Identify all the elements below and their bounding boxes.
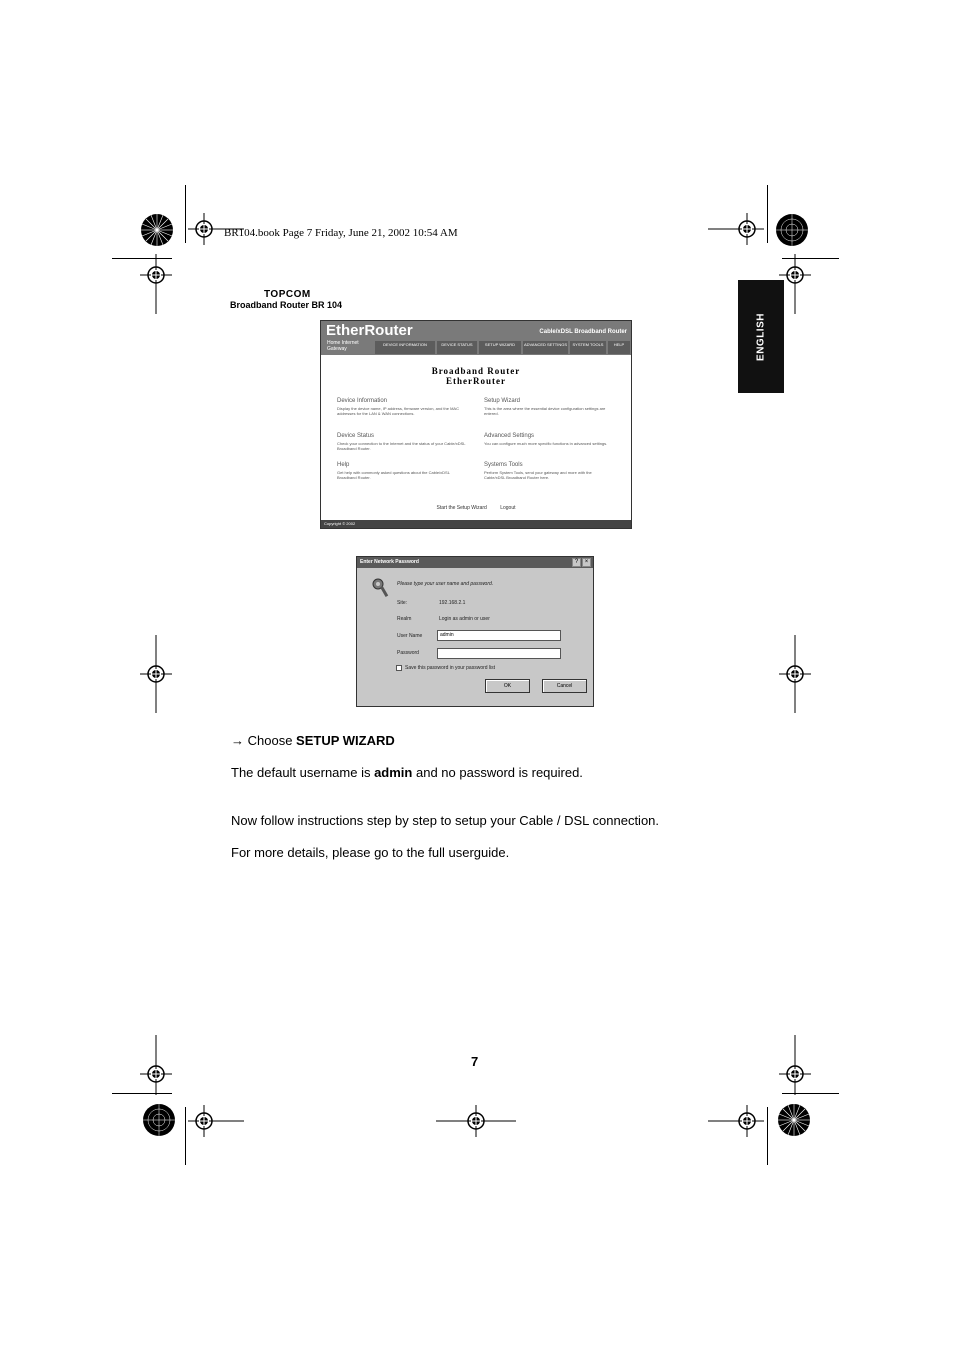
save-password-checkbox[interactable]	[396, 665, 402, 671]
registration-mark-icon	[140, 1035, 172, 1095]
follow-instructions: Now follow instructions step by step to setup your Cable / DSL connection.	[231, 813, 660, 828]
realm-value: Login as admin or user	[439, 616, 490, 622]
choose-prefix: Choose	[244, 733, 297, 748]
section-setup-wizard[interactable]	[484, 398, 614, 416]
page-number: 7	[471, 1054, 479, 1069]
more-details: For more details, please go to the full userguide.	[231, 845, 510, 860]
registration-mark-icon	[140, 635, 172, 713]
nav-help[interactable]: HELP	[608, 341, 630, 354]
router-title-line2: EtherRouter	[446, 376, 506, 386]
site-label: Site:	[397, 600, 408, 606]
default-prefix: The default username is	[231, 765, 375, 780]
default-suffix: and no password is required.	[412, 765, 583, 780]
nav-device-information[interactable]: DEVICE INFORMATION	[375, 341, 435, 354]
section-heading: Help	[337, 462, 350, 468]
username-input[interactable]: admin	[437, 630, 561, 641]
router-title-line1: Broadband Router	[431, 366, 521, 376]
router-web-screenshot	[320, 320, 632, 529]
choose-bold: SETUP WIZARD	[296, 733, 395, 748]
language-tab	[738, 280, 784, 393]
section-heading: Advanced Settings	[484, 433, 535, 439]
registration-mark-icon	[708, 213, 764, 245]
section-help[interactable]	[337, 462, 467, 480]
choose-instruction	[231, 733, 395, 748]
registration-mark-icon	[779, 1035, 811, 1095]
key-icon	[371, 577, 391, 599]
section-device-information[interactable]	[337, 398, 467, 416]
start-setup-wizard-link[interactable]: Start the Setup Wizard	[436, 505, 487, 511]
logout-link[interactable]: Logout	[500, 505, 516, 511]
default-username-note	[231, 765, 583, 780]
dialog-title: Enter Network Password	[357, 557, 593, 568]
site-value: 192.168.2.1	[439, 600, 466, 606]
nav-device-status[interactable]: DEVICE STATUS	[437, 341, 477, 354]
section-text: Get help with commonly asked questions about the Cable/xDSL Broadband Router.	[337, 470, 450, 480]
password-dialog-screenshot	[356, 556, 594, 707]
starburst-target-icon	[142, 1103, 176, 1137]
nav-setup-wizard[interactable]: SETUP WIZARD	[479, 341, 521, 354]
section-systems-tools[interactable]	[484, 462, 614, 480]
section-heading: Device Information	[337, 398, 388, 404]
cancel-button[interactable]: Cancel	[542, 679, 587, 693]
section-heading: Systems Tools	[484, 462, 523, 468]
dialog-prompt: Please type your user name and password.	[397, 581, 494, 587]
registration-mark-icon	[779, 635, 811, 713]
default-username: admin	[374, 765, 413, 780]
section-heading: Device Status	[337, 433, 375, 439]
file-info-line: BR104.book Page 7 Friday, June 21, 2002 10:54 AM	[224, 227, 458, 239]
section-text: This is the area where the essential device configuration settings are entered.	[484, 406, 606, 416]
nav-system-tools[interactable]: SYSTEM TOOLS	[570, 341, 606, 354]
registration-mark-icon	[436, 1105, 516, 1137]
product-name: Broadband Router BR 104	[230, 300, 343, 310]
nav-advanced-settings[interactable]: ADVANCED SETTINGS	[523, 341, 568, 354]
starburst-target-icon	[777, 1103, 811, 1137]
section-text: Check your connection to the Internet and the status of your Cable/xDSL Broadband Router.	[337, 441, 466, 451]
section-heading: Setup Wizard	[484, 398, 521, 404]
save-password-label: Save this password in your password list	[405, 665, 496, 671]
section-text: You can configure much more specific functions in advanced settings.	[484, 441, 608, 446]
router-footer: Copyright © 2002	[321, 520, 631, 528]
arrow-icon: →	[231, 733, 244, 748]
router-header-title: Cable/xDSL Broadband Router	[539, 329, 627, 335]
section-advanced-settings[interactable]	[484, 433, 614, 446]
help-button[interactable]: ?	[572, 558, 581, 567]
section-device-status[interactable]	[337, 433, 467, 451]
router-links	[321, 505, 631, 511]
close-button[interactable]: ×	[582, 558, 591, 567]
section-text: Display the device name, IP address, firmware version, and the MAC addresses for the LAN & WAN connections.	[337, 406, 459, 416]
password-input[interactable]	[437, 648, 561, 659]
language-tab-label: ENGLISH	[755, 312, 767, 361]
starburst-target-icon	[775, 213, 809, 247]
gateway-label: Home Internet Gateway	[327, 340, 359, 352]
starburst-target-icon	[140, 213, 174, 247]
username-label: User Name	[397, 633, 423, 639]
password-label: Password	[397, 650, 419, 656]
registration-mark-icon	[188, 1105, 244, 1137]
ok-button[interactable]: OK	[485, 679, 530, 693]
brand-logo: TOPCOM	[264, 289, 311, 300]
registration-mark-icon	[140, 254, 172, 314]
registration-mark-icon	[708, 1105, 764, 1137]
section-text: Perform System Tools, send your gateway and more with the Cable/xDSL Broadband Router here.	[484, 470, 592, 480]
realm-label: Realm	[397, 616, 412, 622]
router-logo: EtherRouter	[326, 322, 413, 339]
